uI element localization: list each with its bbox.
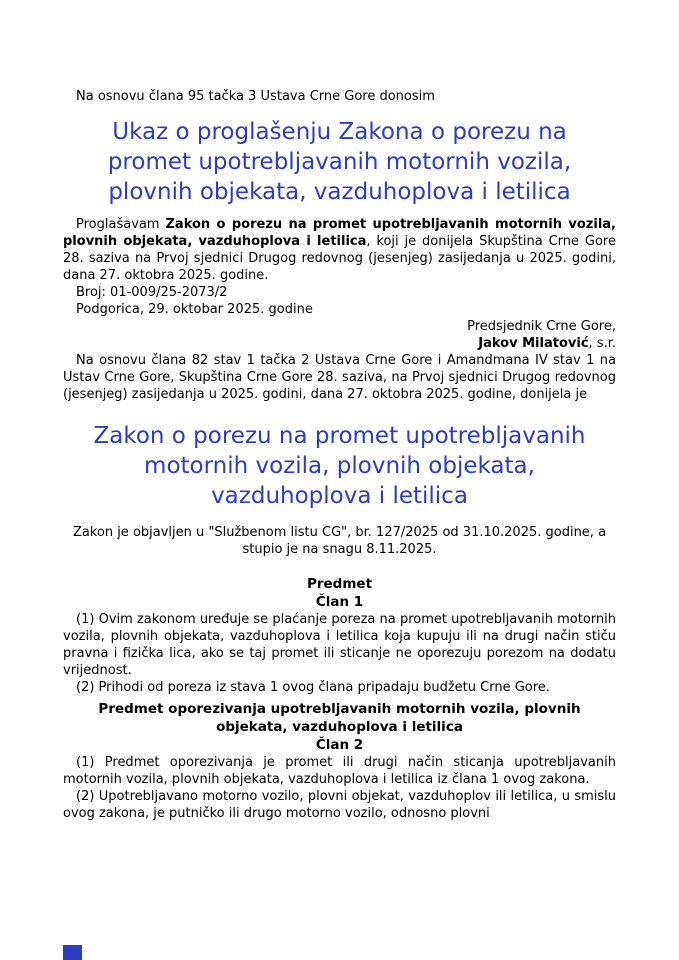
section-2-heading: Predmet oporezivanja upotrebljavanih motornih vozila, plovnih objekata, vazduhoplova i letilica xyxy=(98,701,581,735)
publication-note: Zakon je objavljen u "Službenom listu CG", br. 127/2025 od 31.10.2025. godine, a stupio je na snagu 8.11.2025. xyxy=(72,525,607,557)
section-2-paragraph-2: (2) Upotrebljavano motorno vozilo, plovni objekat, vazduhoplov ili letilica, u smislu ovog zakona, je putničko ili drugo motorno vozilo, odnosno plovni xyxy=(63,789,616,821)
signature-name: Jakov Milatović xyxy=(478,336,589,351)
law-title: Zakon o porezu na promet upotrebljavanih motornih vozila, plovnih objekata, vazduhoplova i letilica xyxy=(93,423,586,509)
decree-number: Broj: 01-009/25-2073/2 xyxy=(76,285,228,300)
section-1-article: Član 1 xyxy=(315,594,364,610)
ukaz-title: Ukaz o proglašenju Zakona o porezu na promet upotrebljavanih motornih vozila, plovnih objekata, vazduhoplova i letilica xyxy=(107,119,572,205)
section-1-heading: Predmet xyxy=(306,576,373,592)
cutoff-blue-element xyxy=(63,945,82,960)
section-1-paragraph-1: (1) Ovim zakonom uređuje se plaćanje poreza na promet upotrebljavanih motornih vozila, plovnih objekata, vazduhoplova i letilica koja kupuju ili na drugi način stiču pravna i fizička lica, ako se taj promet ili sticanje ne oporezuju porezom na dodatu vrijednost. xyxy=(63,612,616,678)
decree-place-date: Podgorica, 29. oktobar 2025. godine xyxy=(76,302,313,317)
signature-title: Predsjednik Crne Gore, xyxy=(467,319,616,334)
section-2-paragraph-1: (1) Predmet oporezivanja je promet ili drugi način sticanja upotrebljavanih motornih vozila, plovnih objekata, vazduhoplova i letilica iz člana 1 ovog zakona. xyxy=(63,755,616,787)
proclamation-prefix: Proglašavam xyxy=(76,217,166,232)
section-2-article: Član 2 xyxy=(315,737,364,753)
proclamation-law-name: Zakon o porezu na promet upotrebljavanih motornih vozila, plovnih objekata, vazduhoplova i letilica xyxy=(63,217,616,249)
preamble: Na osnovu člana 95 tačka 3 Ustava Crne Gore donosim xyxy=(76,89,435,104)
section-1-paragraph-2: (2) Prihodi od poreza iz stava 1 ovog člana pripadaju budžetu Crne Gore. xyxy=(76,680,550,695)
signature-name-line xyxy=(63,335,616,352)
proclamation-paragraph xyxy=(63,216,616,284)
signature-suffix: , s.r. xyxy=(588,336,616,351)
law-basis-paragraph: Na osnovu člana 82 stav 1 tačka 2 Ustava Crne Gore i Amandmana IV stav 1 na Ustav Crne Gore, Skupština Crne Gore 28. saziva, na Prvoj sjednici Drugog redovnog (jesenjeg) zasijedanja u 2025. godini, dana 27. oktobra 2025. godine, donijela je xyxy=(63,353,616,402)
proclamation-suffix: , koji je donijela Skupština Crne Gore 28. saziva na Prvoj sjednici Drugog redovnog (jesenjeg) zasijedanja u 2025. godini, dana 27. oktobra 2025. godine. xyxy=(63,234,616,283)
signature-block xyxy=(63,318,616,352)
